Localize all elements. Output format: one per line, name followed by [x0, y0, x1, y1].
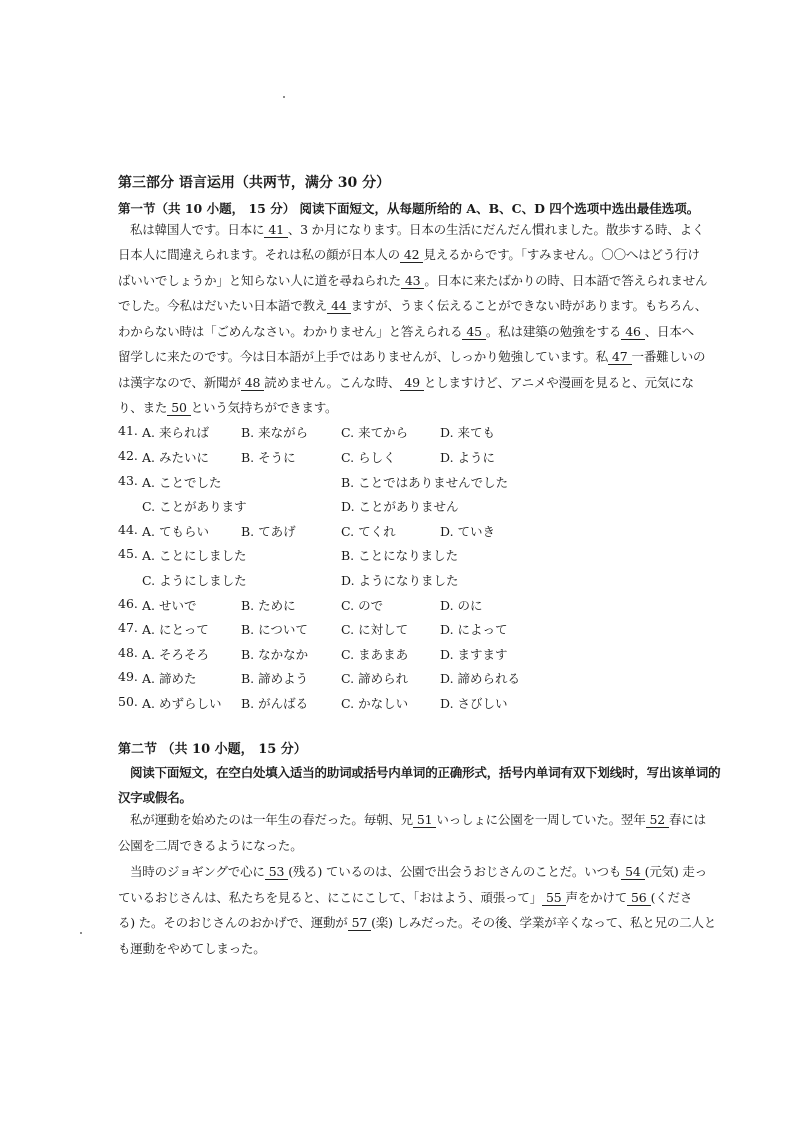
passage-text: でした。今私はだいたい日本語で教え: [118, 298, 328, 313]
passage-line: [118, 398, 337, 416]
option-b: B. なかなか: [241, 647, 309, 662]
option-c: C. てくれ: [341, 524, 396, 539]
section2-instruction: 阅读下面短文，在空白处填入适当的助词或括号内单词的正确形式，括号内单词有双下划线时，写出该单词的: [130, 765, 721, 780]
passage-text: も運動をやめてしまった。: [118, 941, 266, 956]
option-d: D. のに: [440, 598, 483, 613]
passage-line: [118, 373, 694, 391]
passage-text: 公園を二周できるようになった。: [118, 838, 303, 853]
option-a: A. そろそろ: [142, 647, 209, 662]
passage-line: [130, 220, 704, 238]
option-a: A. にとって: [142, 622, 209, 637]
question-number: 50.: [118, 694, 138, 709]
passage-text: 声をかけて: [565, 890, 628, 905]
option-a: A. ことにしました: [142, 548, 247, 563]
question-number: 45.: [118, 546, 138, 561]
passage-text: 当時のジョギングで心に: [130, 864, 265, 879]
option-b: B. 来ながら: [241, 425, 309, 440]
passage-line: [118, 913, 716, 931]
answer-blank: 45: [462, 324, 486, 340]
option-d: D. ように: [440, 450, 496, 465]
passage-text: 日本人に間違えられます。それは私の顔が日本人の: [118, 247, 400, 262]
passage-text: 。私は建築の勉強をする: [485, 324, 622, 339]
section2-instruction-cont: 汉字或假名。: [118, 790, 192, 805]
option-d: D. によって: [440, 622, 508, 637]
answer-blank: 56: [627, 890, 651, 906]
passage-line: [118, 836, 303, 854]
answer-blank: 51: [413, 812, 437, 828]
question-number: 46.: [118, 596, 138, 611]
passage-line: [130, 810, 706, 828]
answer-blank: 48: [241, 375, 265, 391]
passage-text: る) た。そのおじさんのおかげで、運動が: [118, 915, 348, 930]
passage-text: は漢字なので、新聞が: [118, 375, 241, 390]
part3-title: 第三部分 语言运用（共两节，满分 30 分）: [118, 175, 391, 191]
question-number: 43.: [118, 473, 138, 488]
option-c: C. かなしい: [341, 696, 409, 711]
option-c: B. ことになりました: [341, 548, 459, 563]
passage-line: [118, 296, 707, 314]
option-a: A. めずらしい: [142, 696, 222, 711]
passage-text: り、また: [118, 400, 168, 415]
option-d: D. ますます: [440, 647, 508, 662]
passage-text: 、3 か月になります。日本の生活にだんだん慣れました。散歩する時、よく: [287, 222, 705, 237]
answer-blank: 52: [646, 812, 670, 828]
option-b: B. について: [241, 622, 308, 637]
question-number: 48.: [118, 645, 138, 660]
question-number: 42.: [118, 448, 138, 463]
passage-text: 留学しに来たのです。今は日本語が上手ではありませんが、しっかり勉強しています。私: [118, 349, 609, 364]
option-b: B. てあげ: [241, 524, 296, 539]
option-a: A. みたいに: [142, 450, 209, 465]
passage-line: [118, 245, 700, 263]
question-number: 44.: [118, 522, 138, 537]
passage-text: (残る) ているのは、公園で出会うおじさんのことだ。いつも: [288, 864, 622, 879]
answer-blank: 42: [400, 247, 424, 263]
option-c: C. まあまあ: [341, 647, 409, 662]
option-d: D. さびしい: [440, 696, 508, 711]
answer-blank: 43: [401, 273, 425, 289]
passage-text: いっしょに公園を一周していた。翌年: [436, 812, 646, 827]
option-a: A. 来られば: [142, 425, 209, 440]
passage-line: [118, 939, 266, 957]
question-number: 49.: [118, 669, 138, 684]
option-c: C. らしく: [341, 450, 396, 465]
option-c: C. 諦められ: [341, 671, 409, 686]
passage-text: という気持ちができます。: [190, 400, 338, 415]
option-a: C. ようにしました: [142, 573, 247, 588]
answer-blank: 49: [400, 375, 424, 391]
passage-text: 。日本に来たばかりの時、日本語で答えられません: [424, 273, 708, 288]
question-number: 41.: [118, 423, 138, 438]
option-a: A. ことでした: [142, 475, 222, 490]
passage-text: 見えるからです。「すみません。〇〇へはどう行け: [423, 247, 700, 262]
option-c: B. ことではありませんでした: [341, 475, 509, 490]
passage-text: ますが、うまく伝えることができない時があります。もちろん、: [350, 298, 708, 313]
passage-text: (くださ: [650, 890, 693, 905]
passage-text: 、日本へ: [644, 324, 694, 339]
option-c: C. ので: [341, 598, 384, 613]
option-c: C. に対して: [341, 622, 409, 637]
answer-blank: 44: [327, 298, 351, 314]
option-b: B. そうに: [241, 450, 296, 465]
option-d: D. 諦められる: [440, 671, 521, 686]
passage-text: 読めません。こんな時、: [264, 375, 401, 390]
answer-blank: 53: [265, 864, 289, 880]
passage-text: 春には: [669, 812, 706, 827]
passage-line: [118, 888, 692, 906]
answer-blank: 54: [621, 864, 645, 880]
answer-blank: 57: [348, 915, 372, 931]
option-b: B. 諦めよう: [241, 671, 309, 686]
answer-blank: 55: [542, 890, 566, 906]
passage-text: わからない時は「ごめんなさい。わかりません」と答えられる: [118, 324, 463, 339]
passage-text: (楽) しみだった。その後、学業が辛くなって、私と兄の二人と: [371, 915, 717, 930]
answer-blank: 41: [264, 222, 288, 238]
option-a: A. てもらい: [142, 524, 209, 539]
section1-heading: 第一节（共 10 小题， 15 分） 阅读下面短文，从每题所给的 A、B、C、D 四个选项中选出最佳选项。: [118, 201, 700, 216]
option-c: D. ことがありません: [341, 499, 459, 514]
option-a: A. 諦めた: [142, 671, 197, 686]
passage-text: ばいいでしょうか」と知らない人に道を尋ねられた: [118, 273, 401, 288]
scan-speck: [283, 96, 285, 98]
option-d: D. ていき: [440, 524, 496, 539]
passage-text: 私は韓国人です。日本に: [130, 222, 265, 237]
option-d: D. 来ても: [440, 425, 496, 440]
answer-blank: 46: [621, 324, 645, 340]
option-c: C. 来てから: [341, 425, 409, 440]
passage-text: 私が運動を始めたのは一年生の春だった。毎朝、兄: [130, 812, 413, 827]
option-a: A. せいで: [142, 598, 197, 613]
passage-text: 一番難しいの: [631, 349, 706, 364]
scan-speck: [80, 932, 82, 934]
passage-text: ているおじさんは、私たちを見ると、にこにこして、「おはよう、頑張って」: [118, 890, 543, 905]
passage-line: [118, 322, 694, 340]
passage-text: (元気) 走っ: [644, 864, 707, 879]
answer-blank: 50: [167, 400, 191, 416]
passage-line: [118, 347, 705, 365]
answer-blank: 47: [608, 349, 632, 365]
section2-heading: 第二节 （共 10 小题， 15 分）: [118, 742, 307, 757]
option-a: C. ことがあります: [142, 499, 247, 514]
passage-text: としますけど、アニメや漫画を見ると、元気にな: [423, 375, 694, 390]
option-b: B. ために: [241, 598, 296, 613]
question-number: 47.: [118, 620, 138, 635]
passage-line: [130, 862, 707, 880]
option-b: B. がんばる: [241, 696, 309, 711]
option-c: D. ようになりました: [341, 573, 459, 588]
passage-line: [118, 271, 707, 289]
